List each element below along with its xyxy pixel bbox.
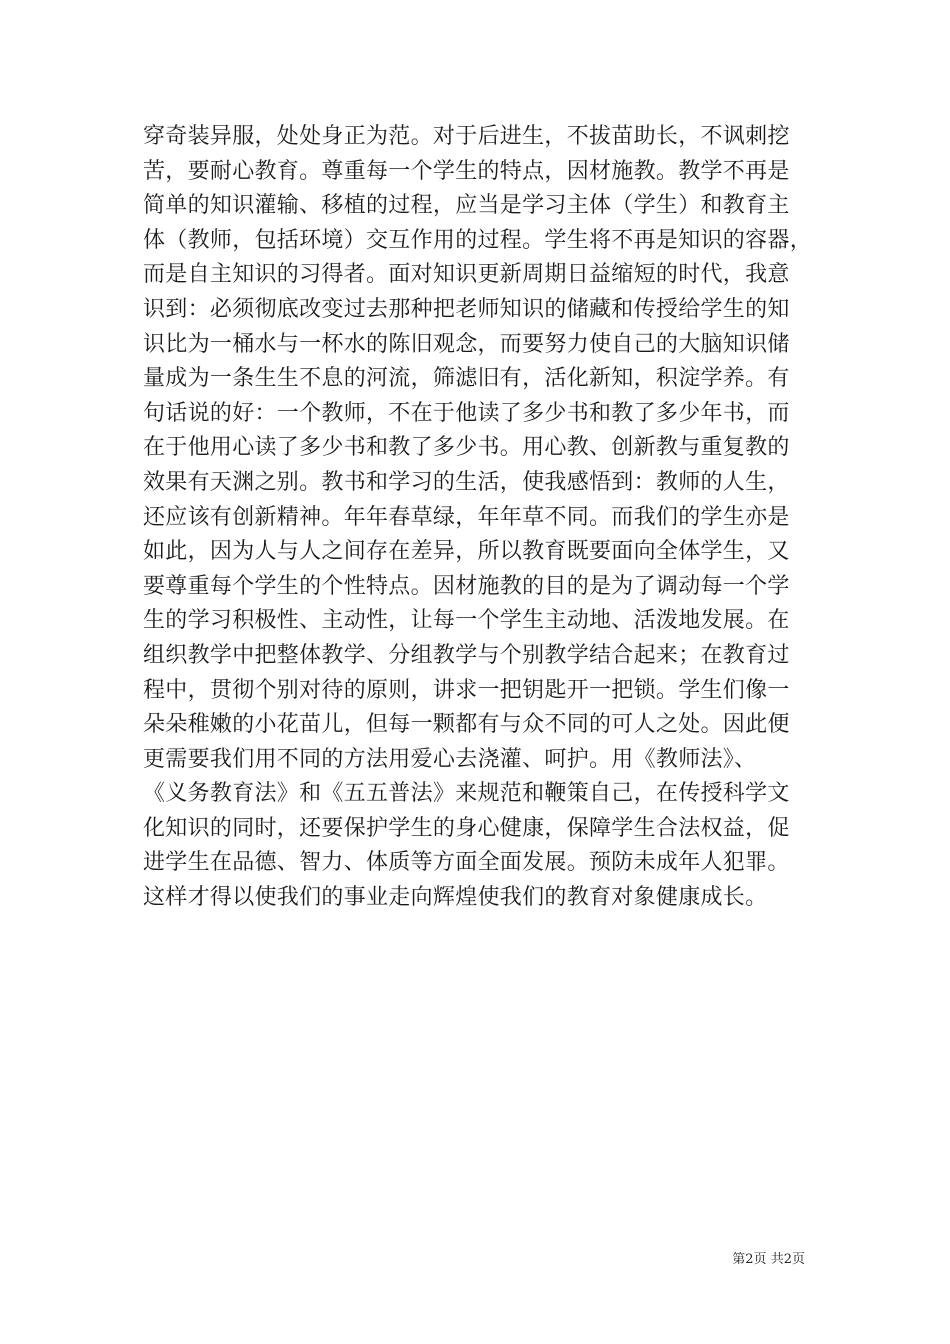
page-label-suffix: 页 [791, 1252, 805, 1267]
text-line: 《义务教育法》和《五五普法》来规范和鞭策自己，在传授科学文 [143, 781, 790, 807]
text-line: 进学生在品德、智力、体质等方面全面发展。预防未成年人犯罪。 [143, 850, 790, 876]
page-label-middle: 页 共 [753, 1252, 784, 1267]
text-line: 程中，贯彻个别对待的原则，讲求一把钥匙开一把锁。学生们像一 [143, 677, 790, 703]
text-line: 穿奇装异服，处处身正为范。对于后进生，不拔苗助长，不讽刺挖 [143, 124, 790, 149]
total-pages-number: 2 [783, 1252, 792, 1267]
text-line: 如此，因为人与人之间存在差异，所以教育既要面向全体学生，又 [143, 539, 790, 565]
text-line: 识比为一桶水与一杯水的陈旧观念，而要努力使自己的大脑知识储 [143, 331, 790, 357]
page-label-prefix: 第 [732, 1252, 746, 1267]
text-line: 组织教学中把整体教学、分组教学与个别教学结合起来；在教育过 [143, 642, 790, 668]
text-line: 要尊重每个学生的个性特点。因材施教的目的是为了调动每一个学 [143, 573, 790, 599]
text-line: 在于他用心读了多少书和教了多少书。用心教、创新教与重复教的 [143, 435, 790, 461]
text-line: 生的学习积极性、主动性，让每一个学生主动地、活泼地发展。在 [143, 608, 790, 634]
text-line: 体（教师，包括环境）交互作用的过程。学生将不再是知识的容器， [143, 227, 813, 253]
text-line: 效果有天渊之别。教书和学习的生活，使我感悟到：教师的人生， [143, 469, 790, 495]
text-line: 化知识的同时，还要保护学生的身心健康，保障学生合法权益，促 [143, 815, 790, 841]
text-line: 句话说的好：一个教师，不在于他读了多少书和教了多少年书，而 [143, 400, 790, 426]
text-line: 简单的知识灌输、移植的过程，应当是学习主体（学生）和教育主 [143, 193, 790, 219]
body-text [143, 120, 813, 916]
text-line: 而是自主知识的习得者。面对知识更新周期日益缩短的时代，我意 [143, 262, 790, 288]
text-line: 识到：必须彻底改变过去那种把老师知识的储藏和传授给学生的知 [143, 296, 790, 322]
text-line: 量成为一条生生不息的河流，筛滤旧有，活化新知，积淀学养。有 [143, 366, 790, 392]
page-footer [732, 1248, 805, 1267]
current-page-number: 2 [745, 1252, 754, 1267]
text-line: 更需要我们用不同的方法用爱心去浇灌、呵护。用《教师法》、 [143, 746, 757, 772]
text-line: 苦，要耐心教育。尊重每一个学生的特点，因材施教。教学不再是 [143, 158, 790, 184]
text-line: 朵朵稚嫩的小花苗儿，但每一颗都有与众不同的可人之处。因此便 [143, 712, 790, 738]
text-line: 还应该有创新精神。年年春草绿，年年草不同。而我们的学生亦是 [143, 504, 790, 530]
text-line: 这样才得以使我们的事业走向辉煌使我们的教育对象健康成长。 [143, 885, 768, 911]
